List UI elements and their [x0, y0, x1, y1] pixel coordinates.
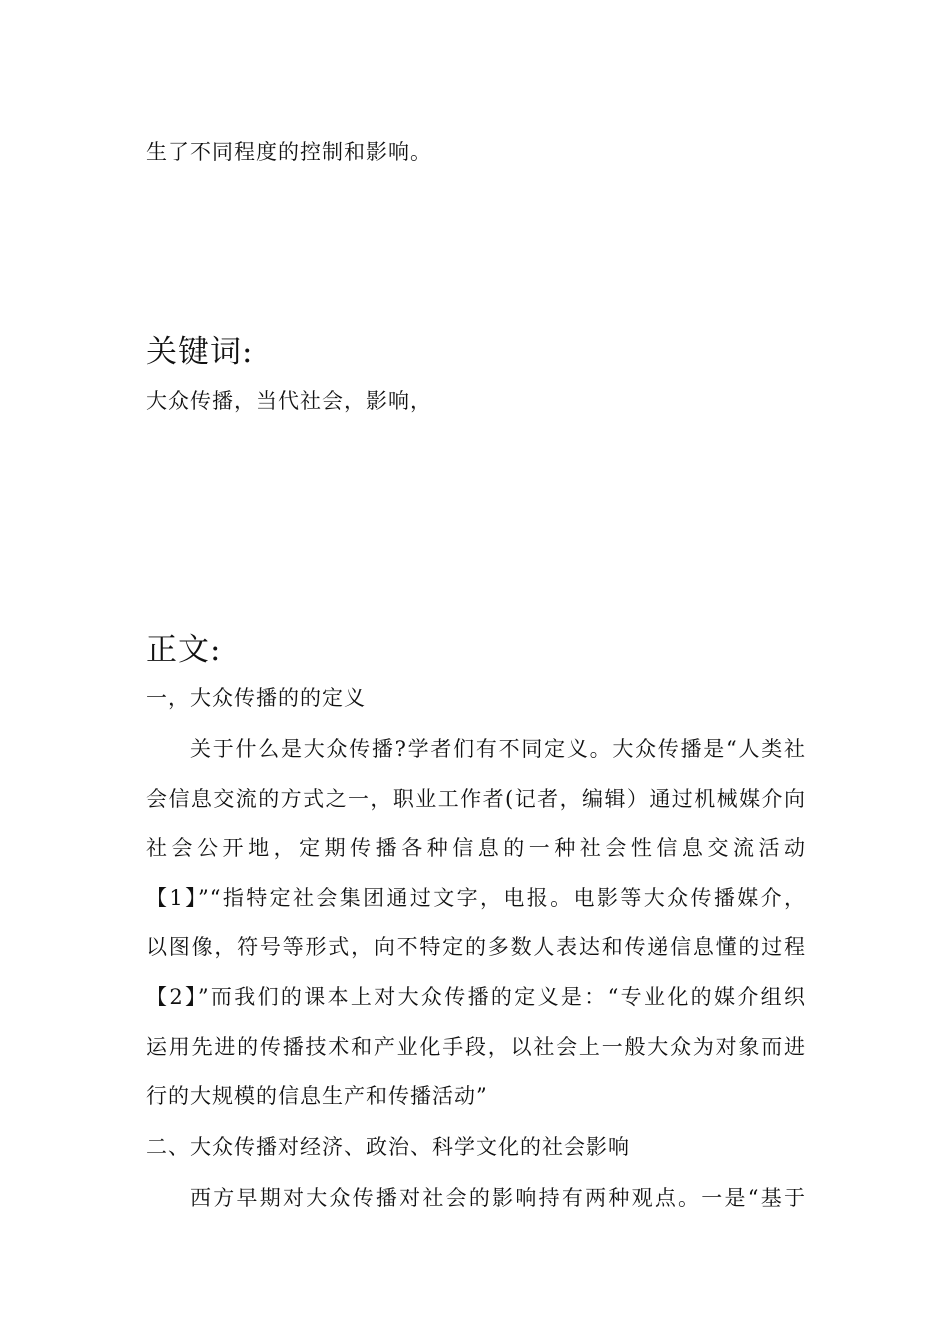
section2-title: 二、大众传播对经济、政治、科学文化的社会影响 [146, 1135, 630, 1159]
section1-line-2: 会信息交流的方式之一，职业工作者(记者，编辑）通过机械媒介向 [146, 787, 806, 811]
section1-line-7: 运用先进的传播技术和产业化手段，以社会上一般大众为对象而进 [146, 1035, 806, 1059]
section1-line-8: 行的大规模的信息生产和传播活动” [146, 1084, 488, 1108]
keywords-text: 大众传播，当代社会，影响， [146, 389, 432, 413]
top-fragment-text: 生了不同程度的控制和影响。 [146, 140, 432, 164]
section1-line-6: 【2】”而我们的课本上对大众传播的定义是：“专业化的媒介组织 [146, 985, 806, 1009]
section2-line-1: 西方早期对大众传播对社会的影响持有两种观点。一是“基于 [190, 1186, 806, 1210]
section1-line-4: 【1】”“指特定社会集团通过文字，电报。电影等大众传播媒介， [146, 886, 806, 910]
section1-line-5: 以图像，符号等形式，向不特定的多数人表达和传递信息懂的过程 [146, 935, 806, 959]
section1-line-1: 关于什么是大众传播?学者们有不同定义。大众传播是“人类社 [190, 737, 806, 761]
body-heading: 正文: [146, 632, 222, 668]
section1-title: 一，大众传播的的定义 [146, 686, 366, 710]
section1-line-3: 社会公开地，定期传播各种信息的一种社会性信息交流活动 [146, 836, 806, 860]
keywords-heading: 关键词: [146, 334, 254, 370]
